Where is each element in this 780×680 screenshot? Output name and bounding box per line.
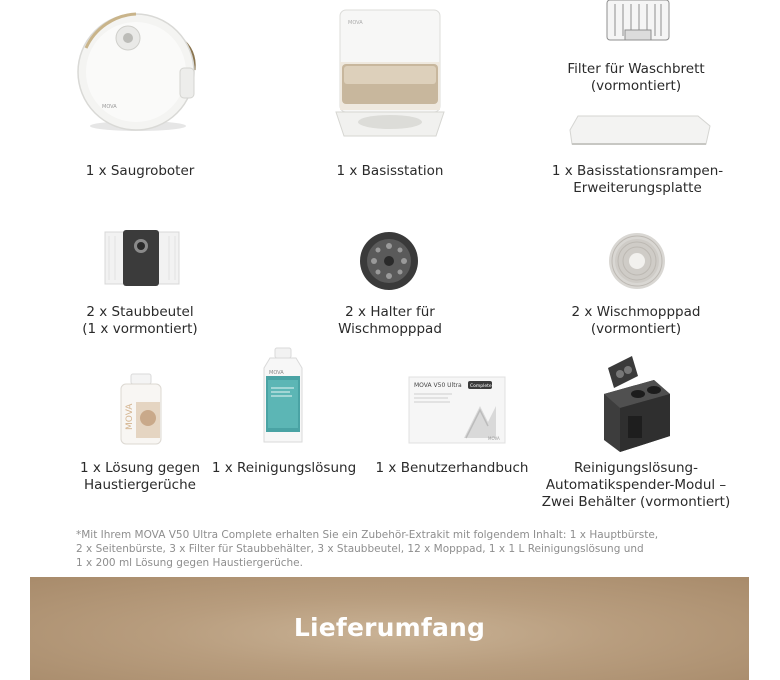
accessory-kit-footnote <box>76 528 696 570</box>
item-caption-station: 1 x Basisstation <box>336 163 444 179</box>
banner-title: Lieferumfang <box>293 613 486 642</box>
manual-badge-label: Complete <box>470 384 492 389</box>
item-caption-washboard-filter: Filter für Waschbrett (vormontiert) <box>567 61 705 94</box>
delivery-scope-banner <box>30 577 749 680</box>
solution-bottle-brand-label: MOVA <box>269 370 284 376</box>
item-caption-robot: 1 x Saugroboter <box>85 163 195 179</box>
cleaning-solution-bottle-icon <box>258 346 308 446</box>
auto-dispenser-module-icon <box>598 354 674 454</box>
base-station-icon <box>330 8 450 140</box>
manual-title-label: MOVA V50 Ultra <box>414 382 462 389</box>
footnote-line: 2 x Seitenbürste, 3 x Filter für Staubbehälter, 3 x Staubbeutel, 12 x Mopppad, 1 x 1 L Reinigungslösung und <box>76 543 644 555</box>
washboard-filter-icon <box>603 0 673 46</box>
mop-holder-icon <box>358 230 420 292</box>
item-caption-mop-holder: 2 x Halter für Wischmopppad <box>338 304 442 337</box>
item-caption-dust-bag: 2 x Staubbeutel (1 x vormontiert) <box>82 304 198 337</box>
dust-bag-icon <box>103 228 181 288</box>
pet-bottle-label: MOVA <box>125 403 135 430</box>
item-caption-dispenser-module: Reinigungslösung- Automatikspender-Modul – Zwei Behälter (vormontiert) <box>541 460 731 510</box>
item-caption-pet-solution: 1 x Lösung gegen Haustiergerüche <box>79 460 201 493</box>
manual-brand-label: MOVA <box>488 436 500 441</box>
robot-brand-label: MOVA <box>102 104 117 110</box>
footnote-line: 1 x 200 ml Lösung gegen Haustiergerüche. <box>76 557 303 569</box>
item-caption-user-manual: 1 x Benutzerhandbuch <box>375 460 529 476</box>
station-brand-label: MOVA <box>348 20 363 26</box>
ramp-extension-plate-icon <box>568 112 713 148</box>
user-manual-icon <box>408 376 506 446</box>
item-caption-ramp-plate: 1 x Basisstationsrampen- Erweiterungsplatte <box>551 163 724 196</box>
mop-pad-icon <box>608 232 666 290</box>
footnote-line: *Mit Ihrem MOVA V50 Ultra Complete erhalten Sie ein Zubehör-Extrakit mit folgendem Inhalt: 1 x Hauptbürste, <box>76 529 659 541</box>
pet-odor-solution-bottle-icon <box>118 372 164 446</box>
item-caption-mop-pad: 2 x Wischmopppad (vormontiert) <box>571 304 701 337</box>
item-caption-cleaning-solution: 1 x Reinigungslösung <box>211 460 357 476</box>
robot-vacuum-icon <box>72 8 202 138</box>
